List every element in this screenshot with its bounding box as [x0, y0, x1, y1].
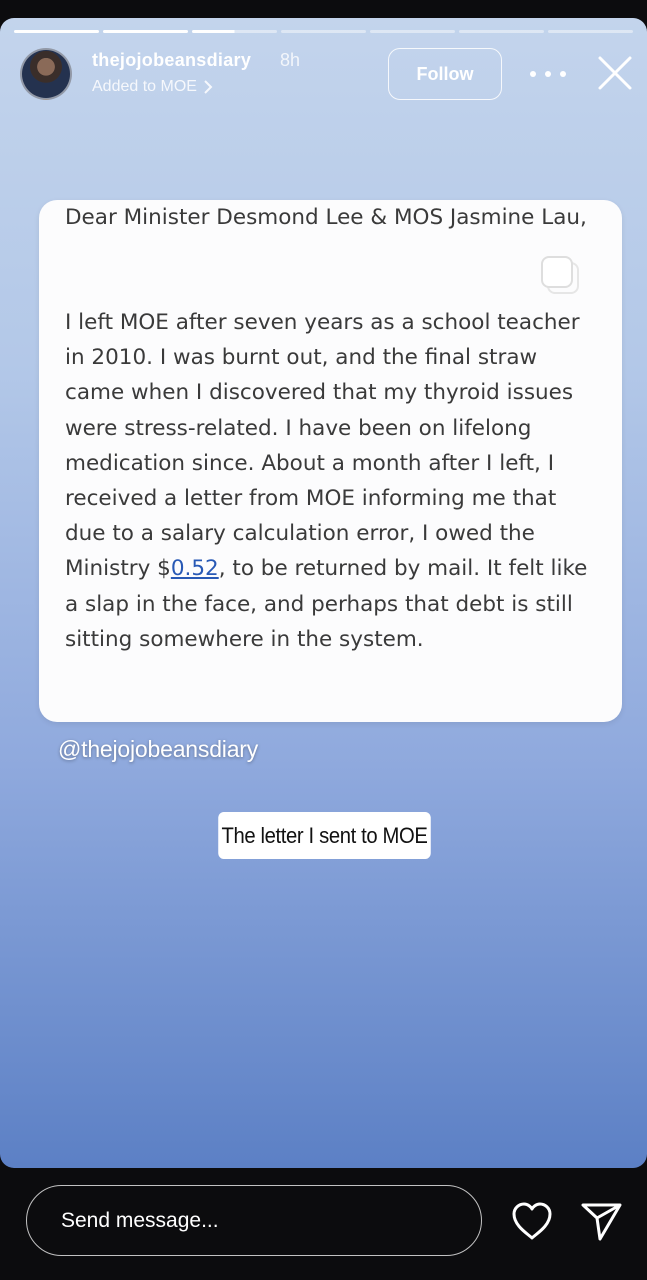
username[interactable]: thejojobeansdiary — [92, 50, 252, 70]
story-progress-bar — [14, 30, 633, 33]
highlight-link[interactable] — [92, 78, 213, 96]
send-message-input[interactable] — [26, 1185, 482, 1256]
letter-body-text-end: , to be returned by mail. It felt like a slap in the face, and perhaps that debt is still sitting somewhere in the system. — [65, 556, 588, 652]
reply-bar — [0, 1168, 647, 1280]
heart-icon[interactable] — [510, 1200, 554, 1242]
caption-sticker: The letter I sent to MOE — [218, 812, 431, 859]
progress-segment — [14, 30, 99, 33]
progress-segment-current — [192, 30, 277, 33]
progress-segment — [281, 30, 366, 33]
follow-button[interactable]: Follow — [388, 48, 502, 100]
progress-segment — [103, 30, 188, 33]
letter-body-text: I left MOE after seven years as a school teacher in 2010. I was burnt out, and the final straw came when I discovered that my thyroid issues were stress-related. I have been on lifelong medication since. About a month after I left, I received a letter from MOE informing me that due to a salary calculation error, I owed the Ministry $ — [65, 310, 580, 582]
send-icon[interactable] — [578, 1198, 624, 1244]
letter-body — [65, 305, 596, 657]
letter-screenshot — [39, 200, 622, 722]
progress-segment — [548, 30, 633, 33]
story-header — [0, 46, 647, 106]
more-options-icon[interactable] — [530, 64, 566, 84]
close-icon[interactable] — [596, 54, 634, 92]
progress-segment — [370, 30, 455, 33]
highlight-label: Added to MOE — [92, 78, 197, 95]
mention-tag[interactable]: @thejojobeansdiary — [58, 736, 259, 762]
post-time: 8h — [280, 50, 301, 70]
progress-segment — [459, 30, 544, 33]
avatar[interactable] — [20, 48, 72, 100]
letter-greeting: Dear Minister Desmond Lee & MOS Jasmine Lau, — [65, 205, 587, 230]
amount-link[interactable]: 0.52 — [170, 556, 219, 582]
chevron-right-icon — [203, 80, 213, 94]
story-viewer[interactable] — [0, 18, 647, 1168]
copy-icon — [539, 254, 583, 298]
